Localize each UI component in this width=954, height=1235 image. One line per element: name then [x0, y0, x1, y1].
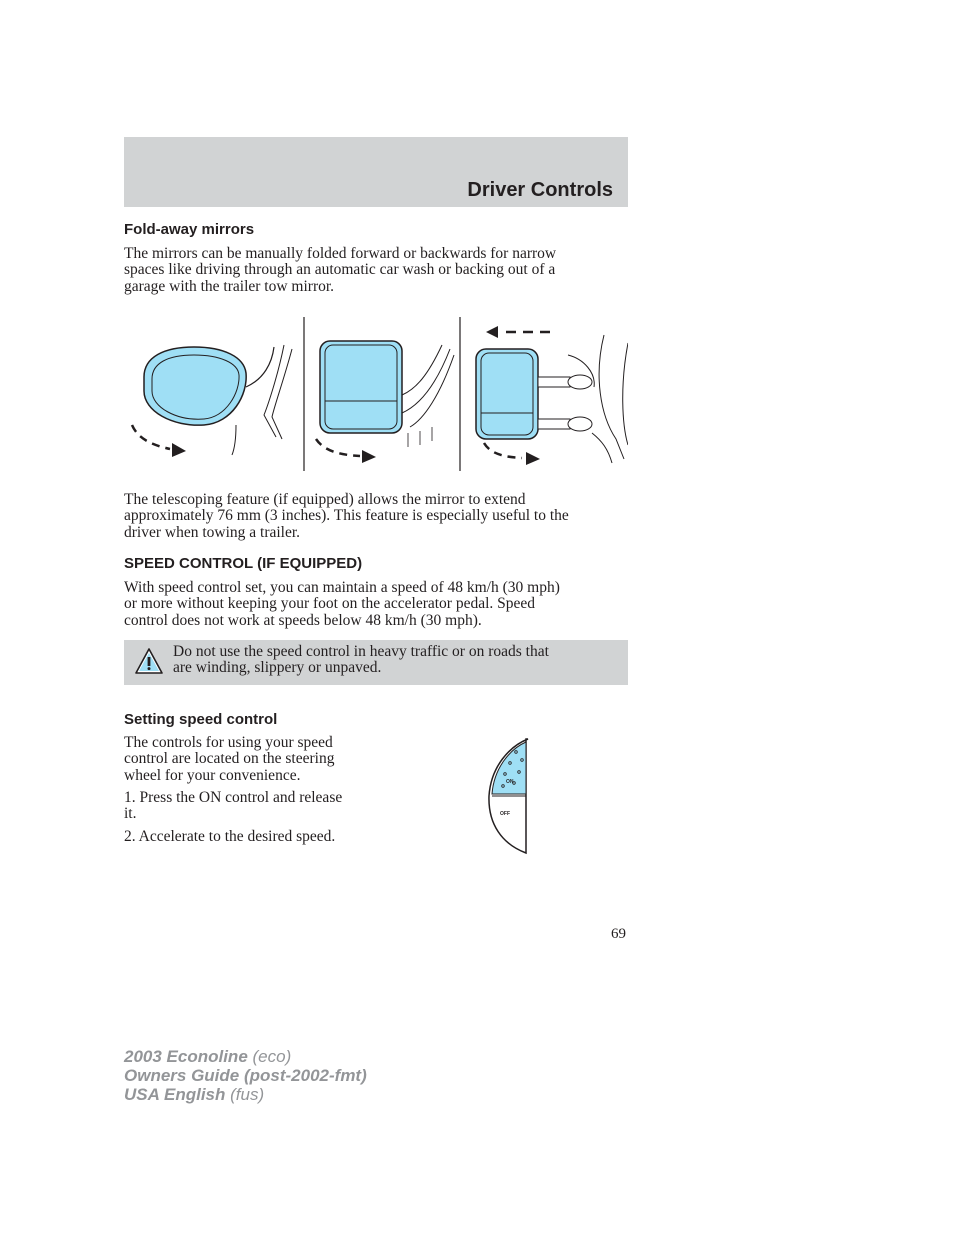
text-line: Do not use the speed control in heavy traffic or on roads that	[173, 643, 549, 660]
text-line: control does not work at speeds below 48 km/h (30 mph).	[124, 611, 482, 629]
speed-control-switch-illustration	[484, 736, 534, 856]
step-1	[124, 790, 384, 823]
text-line: spaces like driving through an automatic car wash or backing out of a	[124, 261, 556, 279]
switch-off-label: OFF	[500, 811, 510, 817]
mirror-fold-svg	[124, 315, 628, 475]
text-line: wheel for your convenience.	[124, 766, 301, 784]
section-header-band	[124, 137, 628, 207]
text-line: driver when towing a trailer.	[124, 523, 301, 541]
text-line: The controls for using your speed	[124, 734, 333, 751]
footer-language-code: (fus)	[230, 1085, 265, 1104]
telescoping-paragraph	[124, 492, 628, 541]
text-line: The mirrors can be manually folded forward or backwards for narrow	[124, 245, 557, 262]
page-number: 69	[611, 926, 626, 942]
step-2: 2. Accelerate to the desired speed.	[124, 828, 336, 845]
speed-control-paragraph	[124, 580, 628, 629]
text-line: garage with the trailer tow mirror.	[124, 277, 335, 295]
document-footer	[124, 1047, 367, 1104]
setting-speed-control-heading: Setting speed control	[124, 711, 278, 728]
mirror-panel-1	[132, 345, 292, 457]
text-line: The telescoping feature (if equipped) allows the mirror to extend	[124, 491, 526, 508]
text-line: are winding, slippery or unpaved.	[173, 659, 382, 677]
text-line: 1. Press the ON control and release	[124, 789, 343, 806]
text-line: it.	[124, 805, 137, 823]
footer-line-3	[124, 1085, 367, 1104]
setting-intro-paragraph	[124, 735, 384, 784]
mirror-panel-3	[476, 326, 628, 465]
footer-model-code: (eco)	[252, 1047, 292, 1066]
warning-box	[124, 640, 628, 685]
text-line: control are located on the steering	[124, 750, 335, 768]
warning-text	[173, 644, 613, 677]
text-line: With speed control set, you can maintain a speed of 48 km/h (30 mph)	[124, 579, 560, 596]
speed-control-heading: SPEED CONTROL (IF EQUIPPED)	[124, 555, 363, 572]
footer-line-1	[124, 1047, 367, 1066]
footer-language: USA English	[124, 1085, 226, 1104]
mirror-fold-illustration	[124, 315, 628, 475]
fold-away-heading: Fold-away mirrors	[124, 221, 255, 238]
mirror-panel-2	[316, 341, 454, 463]
footer-model: 2003 Econoline	[124, 1047, 248, 1066]
warning-triangle-icon	[134, 647, 164, 675]
section-title: Driver Controls	[467, 179, 613, 201]
footer-line-2: Owners Guide (post-2002-fmt)	[124, 1066, 367, 1085]
fold-away-paragraph	[124, 246, 628, 295]
text-line: approximately 76 mm (3 inches). This feature is especially useful to the	[124, 507, 569, 525]
text-line: or more without keeping your foot on the accelerator pedal. Speed	[124, 595, 536, 613]
switch-on-label: ON	[506, 779, 514, 785]
